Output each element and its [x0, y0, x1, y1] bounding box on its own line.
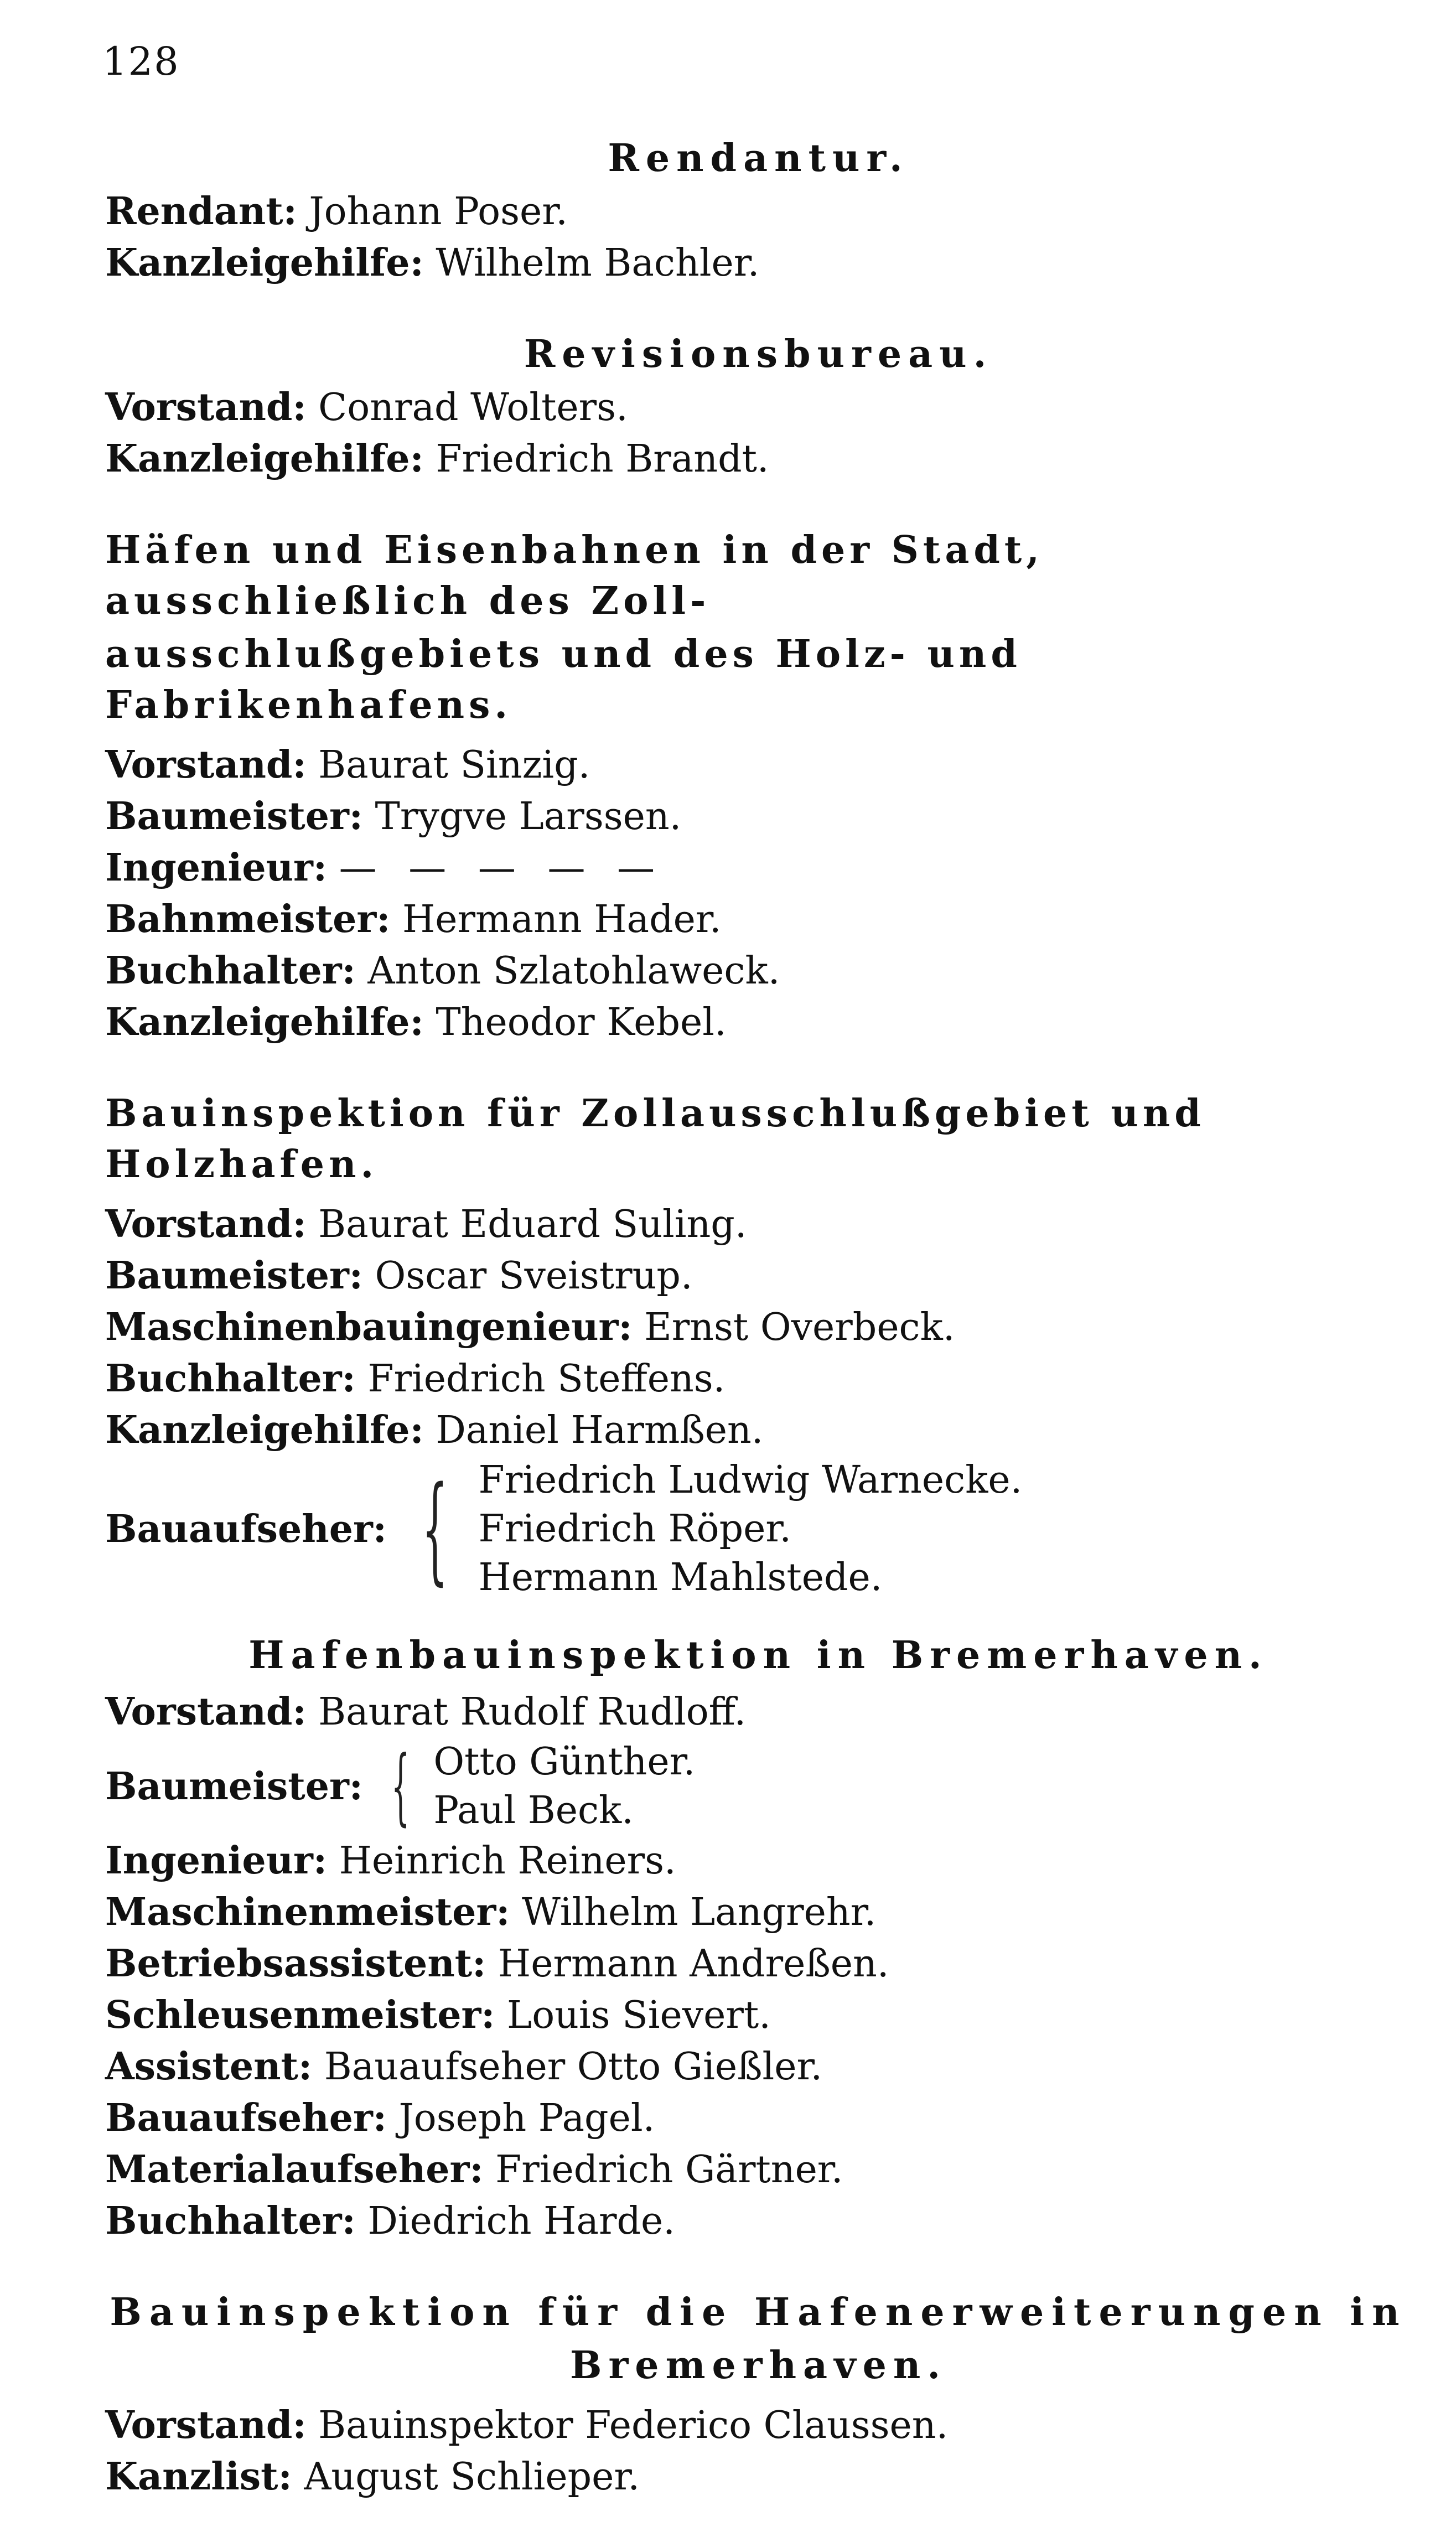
section-heading: Revisionsbureau.	[524, 332, 993, 376]
section-heading-line-1: Bauinspektion für die Hafenerweiterungen in	[110, 2290, 1407, 2334]
section-hafenbauinspektion-bremerhaven	[105, 1630, 1412, 2247]
staff-row: Vorstand: Bauinspektor Federico Claussen.	[105, 2403, 949, 2447]
staff-row: Bahnmeister: Hermann Hader.	[105, 897, 722, 941]
section-heading-line-2: ausschlußgebiets und des Holz- und Fabrikenhafens.	[105, 632, 1022, 727]
group-name: Friedrich Ludwig Warnecke.	[478, 1458, 1023, 1502]
staff-row: Kanzleigehilfe: Friedrich Brandt.	[105, 437, 769, 481]
brace: {	[391, 1738, 410, 1835]
staff-row: Buchhalter: Diedrich Harde.	[105, 2199, 675, 2243]
staff-row: Rendant: Johann Poser.	[105, 189, 568, 234]
staff-row: Baumeister: Oscar Sveistrup.	[105, 1254, 693, 1298]
staff-row: Kanzlist: August Schlieper.	[105, 2455, 640, 2499]
section-bauinspektion-hafenerweiterungen	[105, 2287, 1412, 2503]
staff-row: Vorstand: Baurat Sinzig.	[105, 743, 590, 787]
section-heading-line-2: Bremerhaven.	[570, 2343, 947, 2388]
staff-row: Bauaufseher: Joseph Pagel.	[105, 2096, 655, 2140]
group-role: Bauaufseher:	[105, 1507, 387, 1551]
staff-row: Ingenieur: — — — — —	[105, 846, 665, 890]
staff-row: Baumeister: Trygve Larssen.	[105, 794, 682, 838]
staff-row: Buchhalter: Friedrich Steffens.	[105, 1356, 726, 1401]
staff-row: Vorstand: Baurat Rudolf Rudloff.	[105, 1690, 747, 1734]
staff-row: Maschinenmeister: Wilhelm Langrehr.	[105, 1890, 877, 1934]
section-heading: Bauinspektion für Zollausschlußgebiet und Holzhafen.	[105, 1091, 1205, 1187]
staff-row: Vorstand: Baurat Eduard Suling.	[105, 1202, 747, 1246]
group-name: Friedrich Röper.	[478, 1507, 792, 1551]
staff-row: Buchhalter: Anton Szlatohlaweck.	[105, 949, 780, 993]
section-heading-line-1: Häfen und Eisenbahnen in der Stadt, ausschließlich des Zoll-	[105, 528, 1044, 623]
brace: {	[422, 1461, 448, 1597]
staff-row: Kanzleigehilfe: Wilhelm Bachler.	[105, 241, 760, 285]
group-role: Baumeister:	[105, 1764, 363, 1809]
section-heading: Rendantur.	[608, 136, 909, 180]
staff-row: Vorstand: Conrad Wolters.	[105, 385, 628, 429]
staff-row: Kanzleigehilfe: Theodor Kebel.	[105, 1000, 727, 1044]
staff-row: Assistent: Bauaufseher Otto Gießler.	[105, 2044, 823, 2089]
staff-group	[105, 1738, 1412, 1835]
group-name: Hermann Mahlstede.	[478, 1556, 883, 1599]
group-names	[433, 1738, 695, 1835]
staff-row: Betriebsassistent: Hermann Andreßen.	[105, 1941, 889, 1986]
staff-row: Kanzleigehilfe: Daniel Harmßen.	[105, 1408, 764, 1452]
staff-row: Schleusenmeister: Louis Sievert.	[105, 1993, 771, 2037]
page-number: 128	[102, 39, 180, 84]
group-name: Paul Beck.	[433, 1789, 634, 1832]
section-haefen-eisenbahnen	[105, 525, 1412, 1048]
group-name: Otto Günther.	[433, 1740, 696, 1784]
staff-row: Ingenieur: Heinrich Reiners.	[105, 1839, 676, 1883]
staff-row: Materialaufseher: Friedrich Gärtner.	[105, 2147, 843, 2192]
staff-row: Maschinenbauingenieur: Ernst Overbeck.	[105, 1305, 955, 1349]
section-bauinspektion-zoll	[105, 1088, 1412, 1602]
section-rendantur	[105, 133, 1412, 289]
section-revisionsbureau	[105, 329, 1412, 485]
section-heading: Hafenbauinspektion in Bremerhaven.	[248, 1633, 1268, 1677]
group-names	[479, 1456, 1023, 1602]
staff-group	[105, 1456, 1412, 1602]
